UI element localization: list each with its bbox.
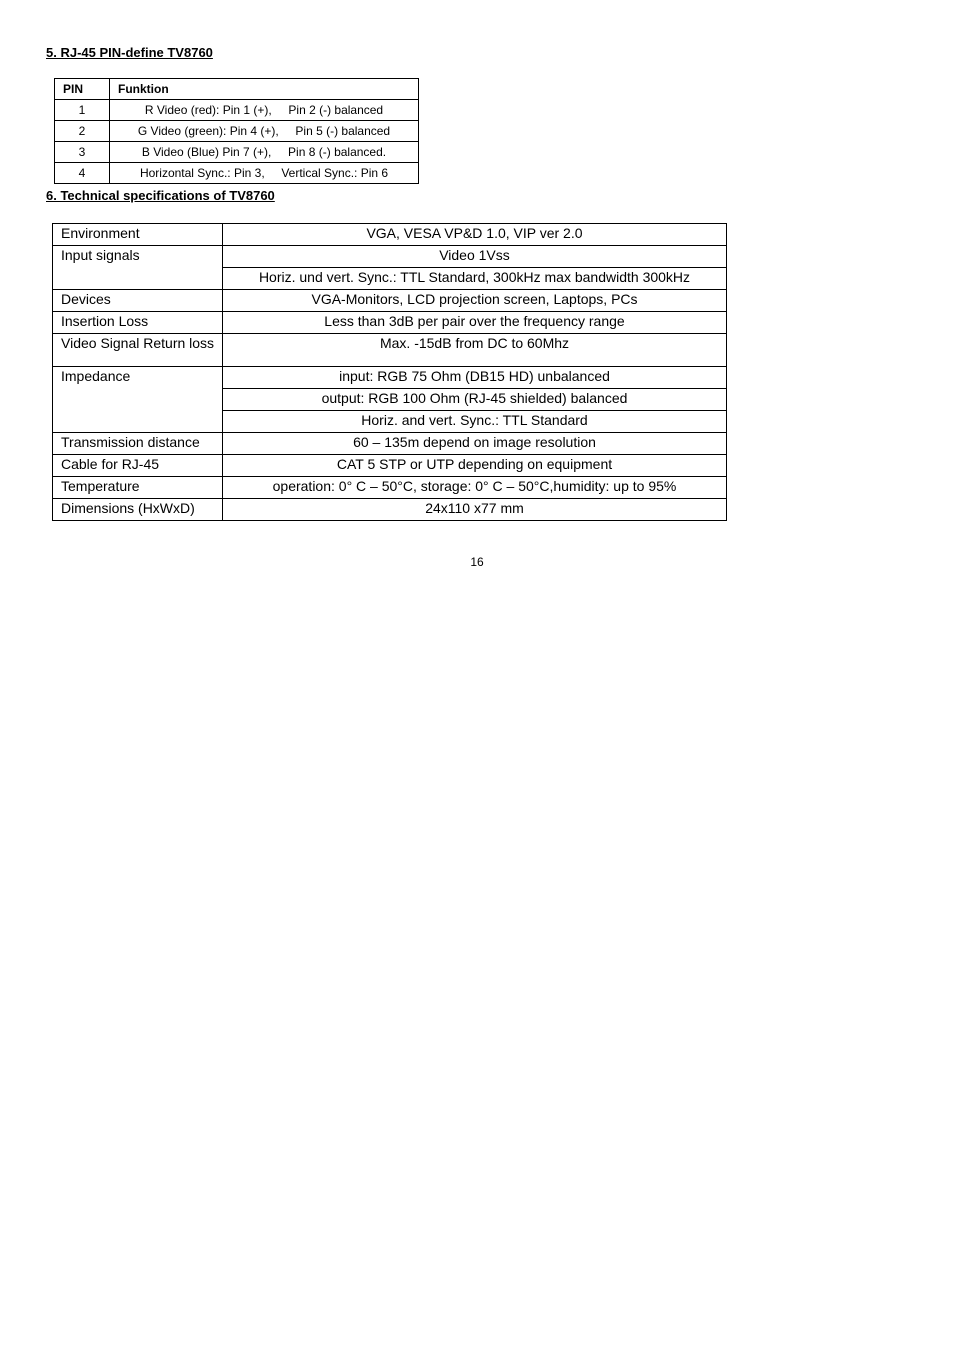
pin-function: B Video (Blue) Pin 7 (+), Pin 8 (-) balanced. bbox=[110, 142, 419, 163]
pin-number: 4 bbox=[55, 163, 110, 184]
spec-value-temperature: operation: 0° C – 50°C, storage: 0° C – 50°C,humidity: up to 95% bbox=[223, 477, 727, 499]
spec-value-impedance: input: RGB 75 Ohm (DB15 HD) unbalanced bbox=[223, 367, 727, 389]
pin-define-table bbox=[54, 78, 419, 184]
table-row bbox=[55, 163, 419, 184]
table-row bbox=[53, 224, 727, 246]
tech-spec-heading: 6. Technical specifications of TV8760 bbox=[46, 188, 275, 203]
spec-value-cable: CAT 5 STP or UTP depending on equipment bbox=[223, 455, 727, 477]
table-row bbox=[53, 455, 727, 477]
table-row bbox=[53, 246, 727, 268]
pin-function: G Video (green): Pin 4 (+), Pin 5 (-) balanced bbox=[110, 121, 419, 142]
spec-value-insertion-loss: Less than 3dB per pair over the frequency range bbox=[223, 312, 727, 334]
pin-column-header: PIN bbox=[55, 79, 110, 100]
spec-value-video-return-loss: Max. -15dB from DC to 60Mhz bbox=[223, 334, 727, 367]
spec-label-input-signals: Input signals bbox=[53, 246, 223, 290]
spec-value-transmission-distance: 60 – 135m depend on image resolution bbox=[223, 433, 727, 455]
table-row bbox=[53, 477, 727, 499]
spec-label-insertion-loss: Insertion Loss bbox=[53, 312, 223, 334]
table-row bbox=[55, 100, 419, 121]
tech-spec-table bbox=[52, 223, 727, 521]
spec-value-devices: VGA-Monitors, LCD projection screen, Laptops, PCs bbox=[223, 290, 727, 312]
spec-label-impedance: Impedance bbox=[53, 367, 223, 433]
table-row bbox=[55, 142, 419, 163]
page-number: 16 bbox=[470, 555, 484, 569]
table-row bbox=[53, 433, 727, 455]
spec-label-transmission-distance: Transmission distance bbox=[53, 433, 223, 455]
spec-value-impedance: output: RGB 100 Ohm (RJ-45 shielded) balanced bbox=[223, 389, 727, 411]
pin-number: 2 bbox=[55, 121, 110, 142]
table-row bbox=[53, 334, 727, 367]
table-row bbox=[53, 499, 727, 521]
spec-label-environment: Environment bbox=[53, 224, 223, 246]
pin-define-heading: 5. RJ-45 PIN-define TV8760 bbox=[46, 45, 213, 60]
spec-label-temperature: Temperature bbox=[53, 477, 223, 499]
spec-label-cable: Cable for RJ-45 bbox=[53, 455, 223, 477]
pin-number: 3 bbox=[55, 142, 110, 163]
function-column-header: Funktion bbox=[110, 79, 419, 100]
spec-label-video-return-loss: Video Signal Return loss bbox=[53, 334, 223, 367]
spec-value-environment: VGA, VESA VP&D 1.0, VIP ver 2.0 bbox=[223, 224, 727, 246]
table-row bbox=[53, 290, 727, 312]
pin-function: R Video (red): Pin 1 (+), Pin 2 (-) balanced bbox=[110, 100, 419, 121]
pin-function: Horizontal Sync.: Pin 3, Vertical Sync.: Pin 6 bbox=[110, 163, 419, 184]
table-row bbox=[55, 121, 419, 142]
pin-number: 1 bbox=[55, 100, 110, 121]
spec-value-dimensions: 24x110 x77 mm bbox=[223, 499, 727, 521]
spec-value-impedance: Horiz. and vert. Sync.: TTL Standard bbox=[223, 411, 727, 433]
spec-label-devices: Devices bbox=[53, 290, 223, 312]
spec-label-dimensions: Dimensions (HxWxD) bbox=[53, 499, 223, 521]
spec-value-input-signals: Horiz. und vert. Sync.: TTL Standard, 300kHz max bandwidth 300kHz bbox=[223, 268, 727, 290]
table-header-row bbox=[55, 79, 419, 100]
table-row bbox=[53, 312, 727, 334]
table-row bbox=[53, 367, 727, 389]
spec-value-input-signals: Video 1Vss bbox=[223, 246, 727, 268]
